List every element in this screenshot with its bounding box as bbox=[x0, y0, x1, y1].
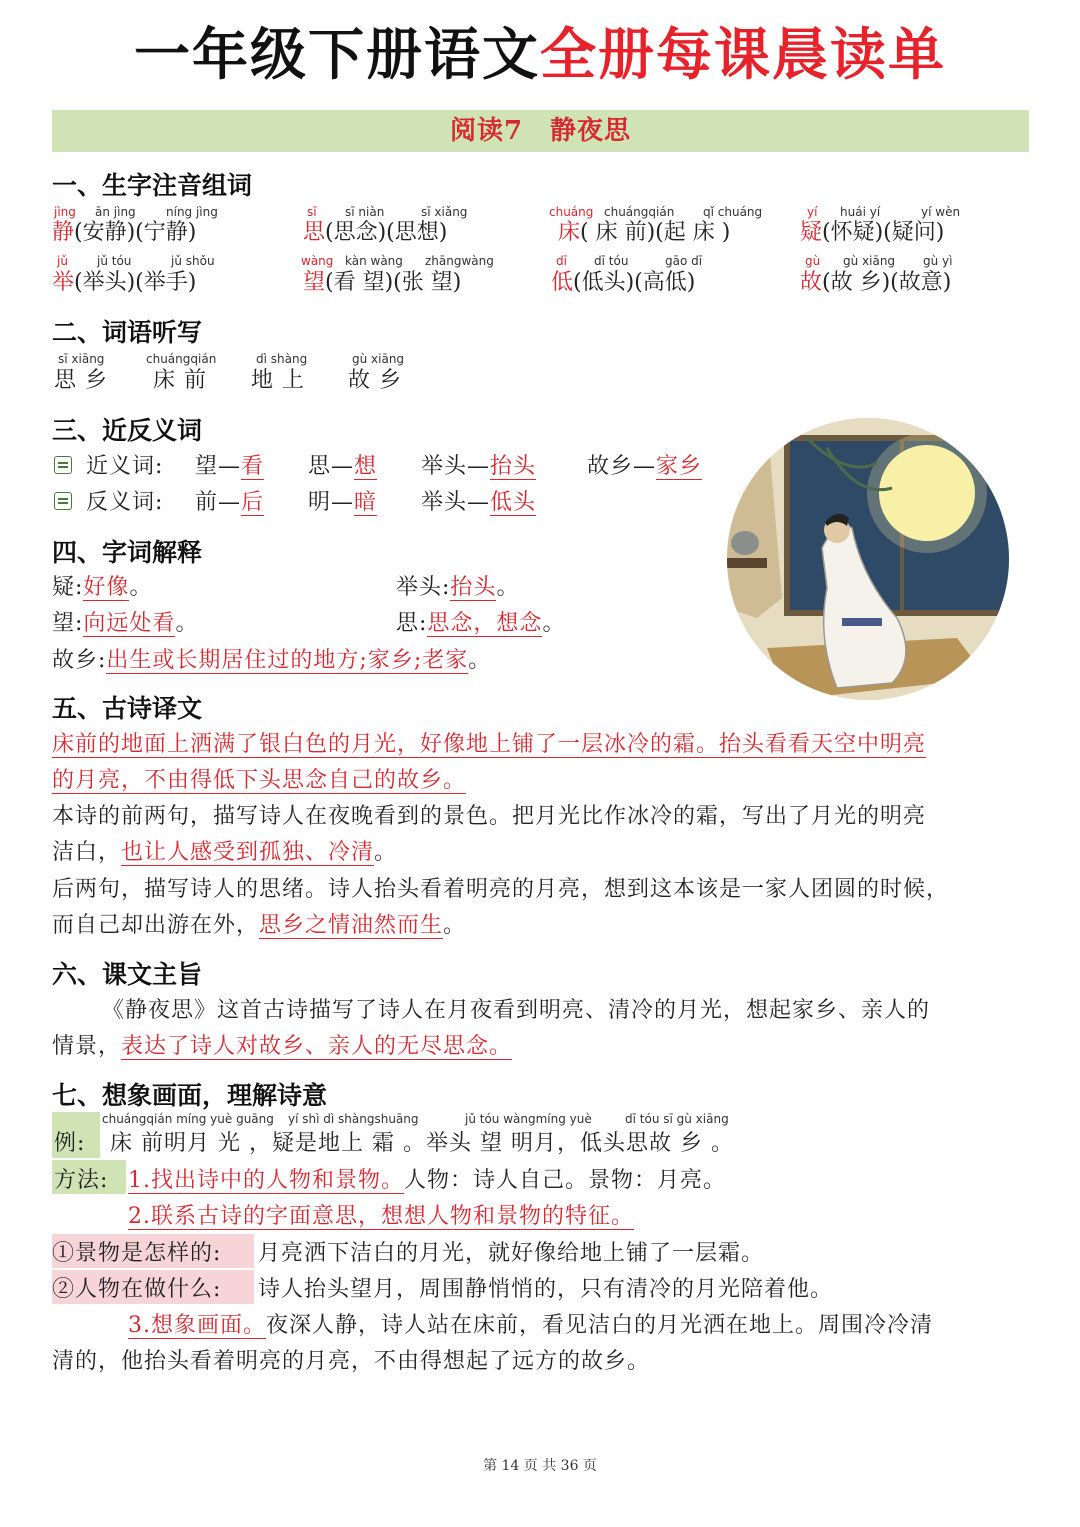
synonym-pair: 望—看 bbox=[195, 454, 265, 479]
pinyin: chuángqián bbox=[604, 205, 675, 219]
poet-moon-illustration bbox=[727, 418, 1009, 700]
pinyin: sī xiǎng bbox=[421, 205, 468, 219]
section-heading-6: 六、课文主旨 bbox=[52, 960, 203, 989]
vocab-entry: 低(低头)(高低) bbox=[551, 270, 696, 295]
definition-item: 故乡:出生或长期居住过的地方;家乡;老家。 bbox=[52, 648, 492, 673]
translation-line: 的月亮，不由得低下头思念自己的故乡。 bbox=[52, 768, 467, 793]
method-step-3: 3.想象画面。夜深人静，诗人站在床前，看见洁白的月光洒在地上。周围冷冷清 bbox=[128, 1313, 934, 1338]
pinyin: gù xiāng bbox=[352, 352, 405, 366]
vocab-entry: 思(思念)(思想) bbox=[303, 220, 448, 245]
example-label: 例: bbox=[54, 1131, 86, 1156]
synonym-pair: 故乡—家乡 bbox=[587, 454, 703, 479]
analysis-line: 洁白，也让人感受到孤独、冷清。 bbox=[52, 840, 398, 865]
theme-line: 《静夜思》这首古诗描写了诗人在月夜看到明亮、清冷的月光，想起家乡、亲人的 bbox=[102, 998, 931, 1023]
definition-item: 疑:好像。 bbox=[52, 575, 153, 600]
definition-item: 思:思念，想念。 bbox=[396, 611, 566, 636]
pinyin: gù yì bbox=[923, 254, 953, 268]
pinyin: kàn wàng bbox=[345, 254, 403, 268]
pinyin: yí bbox=[807, 205, 818, 219]
pinyin: chuáng bbox=[549, 205, 594, 219]
theme-line: 情景，表达了诗人对故乡、亲人的无尽思念。 bbox=[52, 1034, 513, 1059]
pinyin: yí wèn bbox=[921, 205, 961, 219]
pinyin: wàng bbox=[301, 254, 334, 268]
definition-item: 举头:抬头。 bbox=[396, 575, 520, 600]
title-part1: 一年级下册语文 bbox=[134, 23, 540, 88]
answer-2: 诗人抬头望月，周围静悄悄的，只有清冷的月光陪着他。 bbox=[258, 1277, 834, 1302]
vocab-entry: 故(故 乡)(故意) bbox=[800, 270, 952, 295]
definition-item: 望:向远处看。 bbox=[52, 611, 199, 636]
pinyin: dī bbox=[556, 254, 567, 268]
pinyin: huái yí bbox=[840, 205, 881, 219]
section-heading-4: 四、字词解释 bbox=[52, 538, 203, 567]
method-step-1: 1.找出诗中的人物和景物。人物：诗人自己。景物：月亮。 bbox=[128, 1168, 727, 1193]
synonym-row: 近义词: bbox=[54, 449, 163, 480]
pinyin: zhāngwàng bbox=[425, 254, 494, 268]
vocab-entry: 望(看 望)(张 望) bbox=[303, 270, 462, 295]
page-number: 第 14 页 共 36 页 bbox=[483, 1458, 597, 1474]
pinyin: gāo dī bbox=[665, 254, 703, 268]
pinyin: jìng bbox=[54, 205, 76, 219]
pinyin: jǔ tóu bbox=[97, 254, 132, 268]
question-1: ①景物是怎样的: bbox=[52, 1241, 222, 1266]
example-poem: 床 前明月 光 ，疑是地上 霜 。举头 望 明月，低头思故 乡 。 bbox=[110, 1131, 734, 1156]
antonym-pair: 举头—低头 bbox=[421, 490, 537, 515]
method-step-3-cont: 清的，他抬头看着明亮的月亮，不由得想起了远方的故乡。 bbox=[52, 1349, 651, 1374]
section-heading-3: 三、近反义词 bbox=[52, 416, 203, 445]
section-heading-7: 七、想象画面，理解诗意 bbox=[52, 1081, 328, 1110]
antonym-row: 反义词: bbox=[54, 485, 163, 516]
pinyin: gù xiāng bbox=[843, 254, 896, 268]
antonym-pair: 明—暗 bbox=[308, 490, 378, 515]
analysis-line: 后两句，描写诗人的思绪。诗人抬头看着明亮的月亮，想到这本该是一家人团圆的时候， bbox=[52, 877, 950, 902]
question-2: ②人物在做什么: bbox=[52, 1277, 222, 1302]
pinyin: sī niàn bbox=[345, 205, 385, 219]
vocab-entry: 静(安静)(宁静) bbox=[52, 220, 197, 245]
vocab-entry: 床( 床 前)(起 床 ) bbox=[558, 220, 731, 245]
analysis-line: 而自己却出游在外，思乡之情油然而生。 bbox=[52, 913, 467, 938]
antonym-pair: 前—后 bbox=[195, 490, 265, 515]
pinyin: chuángqián míng yuè guāng bbox=[102, 1112, 274, 1126]
pinyin: dì shàng bbox=[256, 352, 308, 366]
memo-icon bbox=[54, 492, 72, 510]
memo-icon bbox=[54, 456, 72, 474]
pinyin: sī xiāng bbox=[58, 352, 105, 366]
pinyin: dī tóu bbox=[594, 254, 629, 268]
lesson-banner: 阅读7 静夜思 bbox=[52, 110, 1029, 152]
pinyin: ān jìng bbox=[95, 205, 136, 219]
pinyin: yí shì dì shàngshuāng bbox=[288, 1112, 419, 1126]
page-title bbox=[0, 18, 1080, 94]
dictation-word: 地 上 bbox=[251, 368, 305, 393]
analysis-line: 本诗的前两句，描写诗人在夜晚看到的景色。把月光比作冰冷的霜，写出了月光的明亮 bbox=[52, 804, 927, 829]
pinyin: dī tóu sī gù xiāng bbox=[625, 1112, 729, 1126]
dictation-word: 故 乡 bbox=[348, 368, 402, 393]
pinyin: jǔ bbox=[57, 254, 68, 268]
pinyin: níng jìng bbox=[166, 205, 218, 219]
pinyin: sī bbox=[307, 205, 317, 219]
pinyin: chuángqián bbox=[146, 352, 217, 366]
section-heading-1: 一、生字注音组词 bbox=[52, 171, 253, 200]
translation-line: 床前的地面上洒满了银白色的月光，好像地上铺了一层冰冷的霜。抬头看看天空中明亮 bbox=[52, 732, 927, 757]
pinyin: jǔ shǒu bbox=[171, 254, 215, 268]
title-part2: 全册每课晨读单 bbox=[540, 23, 946, 88]
synonym-pair: 举头—抬头 bbox=[421, 454, 537, 479]
dictation-word: 思 乡 bbox=[54, 368, 108, 393]
illustration-svg bbox=[727, 418, 1009, 700]
pinyin: qǐ chuáng bbox=[703, 205, 763, 219]
method-step-2: 2.联系古诗的字面意思，想想人物和景物的特征。 bbox=[128, 1204, 634, 1229]
pinyin: gù bbox=[805, 254, 821, 268]
synonym-pair: 思—想 bbox=[308, 454, 378, 479]
section-heading-5: 五、古诗译文 bbox=[52, 694, 203, 723]
vocab-entry: 疑(怀疑)(疑问) bbox=[800, 220, 945, 245]
section-heading-2: 二、词语听写 bbox=[52, 318, 203, 347]
answer-1: 月亮洒下洁白的月光，就好像给地上铺了一层霜。 bbox=[258, 1241, 765, 1266]
method-label: 方法: bbox=[54, 1168, 109, 1193]
vocab-entry: 举(举头)(举手) bbox=[52, 270, 197, 295]
pinyin: jǔ tóu wàngmíng yuè bbox=[465, 1112, 592, 1126]
dictation-word: 床 前 bbox=[153, 368, 207, 393]
